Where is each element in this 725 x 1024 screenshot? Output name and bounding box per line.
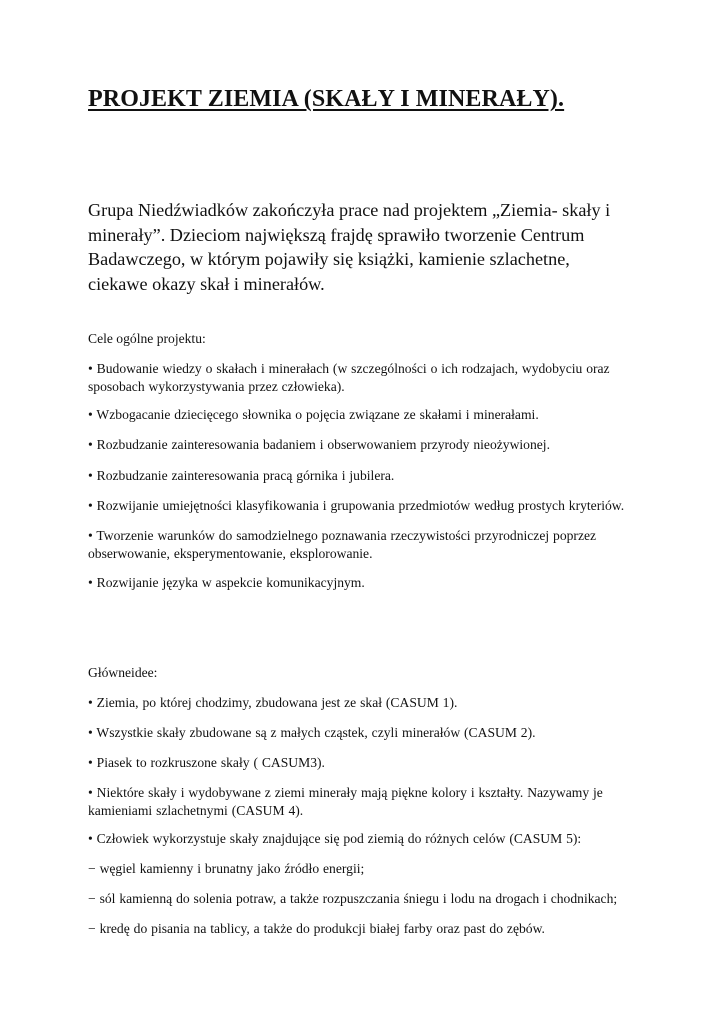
ideas-heading: Główneidee: — [88, 665, 158, 680]
goals-heading: Cele ogólne projektu: — [88, 331, 206, 346]
goal-item: • Wzbogacanie dziecięcego słownika o pojęcia związane ze skałami i minerałami. — [88, 407, 539, 422]
idea-subitem: − węgiel kamienny i brunatny jako źródło energii; — [88, 861, 365, 876]
goal-item: • Rozbudzanie zainteresowania pracą górnika i jubilera. — [88, 468, 395, 483]
goal-item: • Rozwijanie umiejętności klasyfikowania i grupowania przedmiotów według prostych kryteriów. — [88, 498, 625, 513]
goal-item: • Rozwijanie języka w aspekcie komunikacyjnym. — [88, 575, 365, 590]
idea-item: • Wszystkie skały zbudowane są z małych cząstek, czyli minerałów (CASUM 2). — [88, 725, 536, 740]
idea-item: • Niektóre skały i wydobywane z ziemi minerały mają piękne kolory i kształty. Nazywamy je kamieniami szlachetnymi (CASUM 4). — [88, 785, 603, 818]
idea-item: • Człowiek wykorzystuje skały znajdujące się pod ziemią do różnych celów (CASUM 5): — [88, 831, 582, 846]
goal-item: • Rozbudzanie zainteresowania badaniem i obserwowaniem przyrody nieożywionej. — [88, 437, 550, 452]
idea-subitem: − kredę do pisania na tablicy, a także do produkcji białej farby oraz past do zębów. — [88, 921, 545, 936]
idea-subitem: − sól kamienną do solenia potraw, a także rozpuszczania śniegu i lodu na drogach i chodnikach; — [88, 891, 618, 906]
idea-item: • Ziemia, po której chodzimy, zbudowana jest ze skał (CASUM 1). — [88, 695, 458, 710]
intro-paragraph: Grupa Niedźwiadków zakończyła prace nad projektem „Ziemia- skały i minerały”. Dzieciom największą frajdę sprawiło tworzenie Centrum Badawczego, w którym pojawiły się książki, kamienie szlachetne, ciekawe okazy skał i minerałów. — [88, 200, 611, 294]
document-title: PROJEKT ZIEMIA (SKAŁY I MINERAŁY). — [88, 86, 565, 112]
idea-item: • Piasek to rozkruszone skały ( CASUM3). — [88, 755, 325, 770]
goal-item: • Tworzenie warunków do samodzielnego poznawania rzeczywistości przyrodniczej poprzez obserwowanie, eksperymentowanie, eksplorowanie. — [88, 528, 597, 561]
goal-item: • Budowanie wiedzy o skałach i minerałach (w szczególności o ich rodzajach, wydobyciu oraz sposobach wykorzystywania przez człowieka). — [88, 361, 610, 394]
